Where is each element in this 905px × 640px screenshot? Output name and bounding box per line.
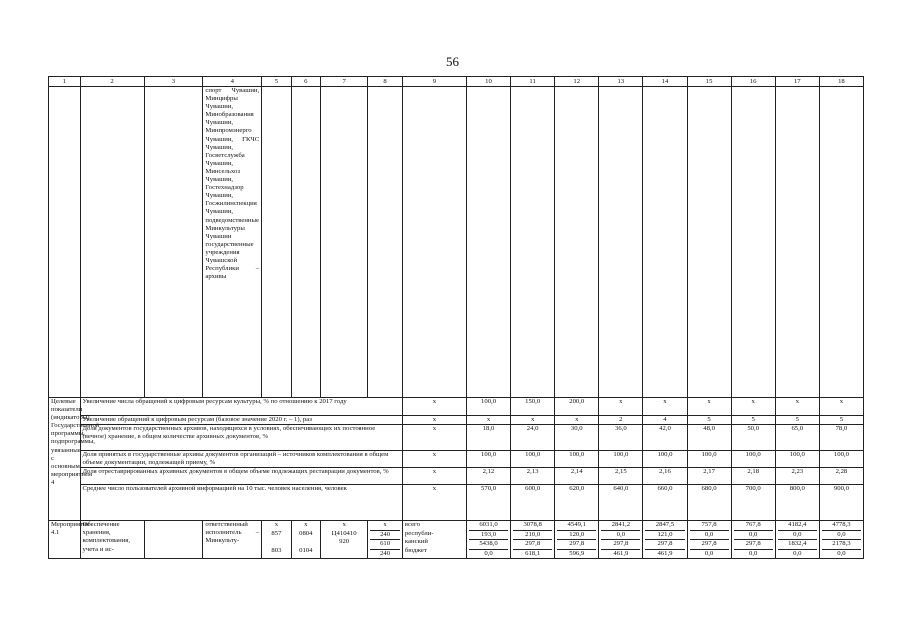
indicator-value: 2,13 bbox=[511, 468, 555, 485]
indicator-text: Среднее число пользователей архивной информацией на 10 тыс. человек населения, человек bbox=[80, 485, 402, 521]
measure-value-line: 0,0 bbox=[793, 549, 802, 557]
indicator-text: Увеличение обращений к цифровым ресурсам (базовое значение 2020 г. – 1), раз bbox=[80, 416, 402, 425]
measure-value-line: 5438,0 bbox=[469, 540, 508, 550]
measure-value bbox=[511, 521, 555, 559]
measure-value-line: 297,8 bbox=[690, 540, 729, 550]
indicator-row bbox=[49, 451, 864, 468]
indicator-col9: x bbox=[402, 468, 466, 485]
indicator-value: 36,0 bbox=[599, 425, 643, 451]
measure-col8-line: 610 bbox=[370, 540, 400, 550]
measure-value-line: 0,0 bbox=[484, 549, 493, 557]
indicator-value: 2,18 bbox=[731, 468, 775, 485]
indicator-value: 100,0 bbox=[775, 451, 819, 468]
measure-value-line: 297,8 bbox=[513, 540, 552, 550]
indicator-value: 48,0 bbox=[687, 425, 731, 451]
measure-value-line: 1832,4 bbox=[778, 540, 817, 550]
measure-col7-line bbox=[323, 547, 365, 556]
measure-value-line: 461,9 bbox=[613, 549, 629, 557]
indicator-value: 78,0 bbox=[819, 425, 863, 451]
column-header-9: 9 bbox=[402, 77, 466, 87]
measure-value-line: 2847,5 bbox=[645, 521, 684, 531]
indicator-value: 100,0 bbox=[511, 451, 555, 468]
measure-col9-line: республи- bbox=[404, 529, 434, 537]
indicator-value: 900,0 bbox=[819, 485, 863, 521]
indicator-value: 700,0 bbox=[731, 485, 775, 521]
indicator-col9: x bbox=[402, 416, 466, 425]
measure-value bbox=[731, 521, 775, 559]
indicator-col9: x bbox=[402, 425, 466, 451]
measure-col5-line bbox=[264, 538, 288, 547]
indicator-value: x bbox=[511, 416, 555, 425]
measure-value-line: 297,8 bbox=[645, 540, 684, 550]
column-header-2: 2 bbox=[80, 77, 144, 87]
indicator-value: x bbox=[819, 398, 863, 416]
indicator-row bbox=[49, 468, 864, 485]
indicator-value: 24,0 bbox=[511, 425, 555, 451]
indicator-value: 42,0 bbox=[643, 425, 687, 451]
measure-value-line: 120,0 bbox=[557, 531, 596, 541]
indicator-value: 5 bbox=[819, 416, 863, 425]
column-header-3: 3 bbox=[144, 77, 203, 87]
measure-value bbox=[819, 521, 863, 559]
measure-col7-line: x bbox=[342, 521, 346, 529]
header-row bbox=[49, 77, 864, 87]
measure-value-line: 4778,3 bbox=[822, 521, 861, 531]
indicator-value: 150,0 bbox=[511, 398, 555, 416]
measure-col8-line: x bbox=[370, 521, 400, 531]
continuation-row bbox=[49, 87, 864, 398]
measure-col3 bbox=[144, 521, 203, 559]
measure-col8-line: 240 bbox=[370, 531, 400, 541]
measure-value-line: 618,1 bbox=[525, 549, 541, 557]
column-header-7: 7 bbox=[321, 77, 368, 87]
measure-value-line: 596,9 bbox=[569, 549, 585, 557]
measure-value-line: 4182,4 bbox=[778, 521, 817, 531]
column-header-16: 16 bbox=[731, 77, 775, 87]
measure-value-line: 193,0 bbox=[469, 531, 508, 541]
measure-value bbox=[555, 521, 599, 559]
indicator-value: 2,23 bbox=[775, 468, 819, 485]
continuation-col4: спорт Чувашии, Минцифры Чувашии, Минобразования Чувашии, Минпромэнерго Чувашии, ГКЧС Чувашии, Госветслужба Чувашии, Минсельхоз Чувашии, Гостехнадзор Чувашии, Госжилинспекция Чувашии, подведомственные Минкультуры Чувашии государственные учреждения Чувашской Республики – архивы bbox=[203, 87, 262, 398]
measure-value-line: 297,8 bbox=[601, 540, 640, 550]
indicator-value: 5 bbox=[731, 416, 775, 425]
column-header-1: 1 bbox=[49, 77, 81, 87]
measure-col9-line: бюджет bbox=[404, 546, 427, 554]
indicator-row bbox=[49, 398, 864, 416]
indicator-value: 100,0 bbox=[731, 451, 775, 468]
measure-value-line: 767,8 bbox=[734, 521, 773, 531]
measure-value-line: 0,0 bbox=[749, 549, 758, 557]
measure-col7-line: Ц410410 bbox=[331, 529, 357, 537]
measure-col5-line: 803 bbox=[271, 546, 282, 554]
column-header-18: 18 bbox=[819, 77, 863, 87]
measure-col9-line: канский bbox=[404, 538, 428, 546]
indicator-value: 100,0 bbox=[599, 451, 643, 468]
indicator-value: 100,0 bbox=[687, 451, 731, 468]
measure-value-line: 0,0 bbox=[837, 549, 846, 557]
column-header-15: 15 bbox=[687, 77, 731, 87]
measure-col6-line: 0104 bbox=[299, 546, 313, 554]
measure-value-line: 2841,2 bbox=[601, 521, 640, 531]
indicator-value: 65,0 bbox=[775, 425, 819, 451]
measure-value-line: 0,0 bbox=[822, 531, 861, 541]
measure-col6 bbox=[291, 521, 320, 559]
indicator-value: 2,14 bbox=[555, 468, 599, 485]
column-header-5: 5 bbox=[262, 77, 291, 87]
indicator-value: 2,16 bbox=[643, 468, 687, 485]
measure-value-line: 0,0 bbox=[778, 531, 817, 541]
indicator-text: Доля отреставрированных архивных документов в общем объеме подлежащих реставрации документов, % bbox=[80, 468, 402, 485]
targets-label: Целевые показатели (индикаторы) Государственной программы, подпрограммы, увязанные с основным мероприятием 4 bbox=[49, 398, 81, 521]
column-header-14: 14 bbox=[643, 77, 687, 87]
indicator-value: 2 bbox=[599, 416, 643, 425]
measure-col4: ответственный исполнитель – Минкульту- bbox=[203, 521, 262, 559]
indicator-row bbox=[49, 416, 864, 425]
program-table bbox=[48, 76, 864, 559]
column-header-17: 17 bbox=[775, 77, 819, 87]
indicator-value: 600,0 bbox=[511, 485, 555, 521]
indicator-value: 2,17 bbox=[687, 468, 731, 485]
measure-value-line: 297,8 bbox=[734, 540, 773, 550]
measure-value bbox=[775, 521, 819, 559]
measure-value-line: 3078,8 bbox=[513, 521, 552, 531]
measure-value-line: 4549,1 bbox=[557, 521, 596, 531]
measure-col7-line: 920 bbox=[339, 538, 350, 546]
indicator-value: 50,0 bbox=[731, 425, 775, 451]
measure-value-line: 0,0 bbox=[601, 531, 640, 541]
measure-col6-line bbox=[294, 538, 318, 547]
measure-col5-line: x bbox=[274, 521, 279, 529]
indicator-col9: x bbox=[402, 451, 466, 468]
measure-col9 bbox=[402, 521, 466, 559]
indicator-value: 4 bbox=[643, 416, 687, 425]
indicator-value: 570,0 bbox=[466, 485, 510, 521]
indicator-value: x bbox=[731, 398, 775, 416]
measure-value-line: 297,8 bbox=[557, 540, 596, 550]
indicator-value: x bbox=[643, 398, 687, 416]
indicator-value: 100,0 bbox=[466, 398, 510, 416]
indicator-value: x bbox=[687, 398, 731, 416]
measure-col6-line: 0804 bbox=[299, 529, 313, 537]
indicator-value: x bbox=[466, 416, 510, 425]
measure-col9-line: всего bbox=[404, 521, 420, 529]
indicator-col9: x bbox=[402, 398, 466, 416]
measure-value-line: 2178,3 bbox=[822, 540, 861, 550]
indicator-value: 660,0 bbox=[643, 485, 687, 521]
indicator-text: Доля принятых в государственные архивы документов организаций – источников комплектования в общем объеме документации, подлежащей приему, % bbox=[80, 451, 402, 468]
indicator-value: 5 bbox=[687, 416, 731, 425]
column-header-10: 10 bbox=[466, 77, 510, 87]
indicator-value: x bbox=[775, 398, 819, 416]
measure-col8 bbox=[368, 521, 403, 559]
indicator-value: 100,0 bbox=[819, 451, 863, 468]
column-header-13: 13 bbox=[599, 77, 643, 87]
indicator-value: 2,28 bbox=[819, 468, 863, 485]
measure-value-line: 121,0 bbox=[645, 531, 684, 541]
indicator-value: 5 bbox=[775, 416, 819, 425]
indicator-value: 2,15 bbox=[599, 468, 643, 485]
indicator-value: x bbox=[599, 398, 643, 416]
indicator-value: 620,0 bbox=[555, 485, 599, 521]
measure-value bbox=[687, 521, 731, 559]
measure-value-line: 210,0 bbox=[513, 531, 552, 541]
indicator-col9: x bbox=[402, 485, 466, 521]
column-header-8: 8 bbox=[368, 77, 403, 87]
indicator-text: Увеличение числа обращений к цифровым ресурсам культуры, % по отношению к 2017 году bbox=[80, 398, 402, 416]
measure-value-line: 757,8 bbox=[690, 521, 729, 531]
measure-col2: Обеспечение хранения, комплектования, учета и ис- bbox=[80, 521, 144, 559]
indicator-row bbox=[49, 485, 864, 521]
column-header-12: 12 bbox=[555, 77, 599, 87]
page-number: 56 bbox=[446, 54, 459, 69]
column-header-4: 4 bbox=[203, 77, 262, 87]
measure-col5-line: 857 bbox=[271, 529, 282, 537]
indicator-text: Доля документов государственных архивов, находящихся в условиях, обеспечивающих их постоянное (вечное) хранение, в общем количестве архивных документов, % bbox=[80, 425, 402, 451]
indicator-value: 200,0 bbox=[555, 398, 599, 416]
measure-value bbox=[643, 521, 687, 559]
measure-col8-line: 240 bbox=[380, 549, 391, 557]
measure-value-line: 0,0 bbox=[690, 531, 729, 541]
indicator-value: 100,0 bbox=[643, 451, 687, 468]
measure-col7 bbox=[321, 521, 368, 559]
indicator-value: 100,0 bbox=[555, 451, 599, 468]
measure-value-line: 0,0 bbox=[734, 531, 773, 541]
column-header-11: 11 bbox=[511, 77, 555, 87]
column-header-6: 6 bbox=[291, 77, 320, 87]
measure-value bbox=[466, 521, 510, 559]
indicator-value: x bbox=[555, 416, 599, 425]
measure-col5 bbox=[262, 521, 291, 559]
measure-col1: Мероприятие 4.1 bbox=[49, 521, 81, 559]
indicator-value: 2,12 bbox=[466, 468, 510, 485]
indicator-row bbox=[49, 425, 864, 451]
measure-value bbox=[599, 521, 643, 559]
measure-value-line: 0,0 bbox=[704, 549, 714, 557]
indicator-value: 18,0 bbox=[466, 425, 510, 451]
measure-value-line: 6031,0 bbox=[469, 521, 508, 531]
measure-value-line: 461,9 bbox=[657, 549, 673, 557]
indicator-value: 640,0 bbox=[599, 485, 643, 521]
indicator-value: 800,0 bbox=[775, 485, 819, 521]
measure-row bbox=[49, 521, 864, 559]
indicator-value: 680,0 bbox=[687, 485, 731, 521]
indicator-value: 100,0 bbox=[466, 451, 510, 468]
indicator-value: 30,0 bbox=[555, 425, 599, 451]
measure-col6-line: x bbox=[304, 521, 308, 529]
